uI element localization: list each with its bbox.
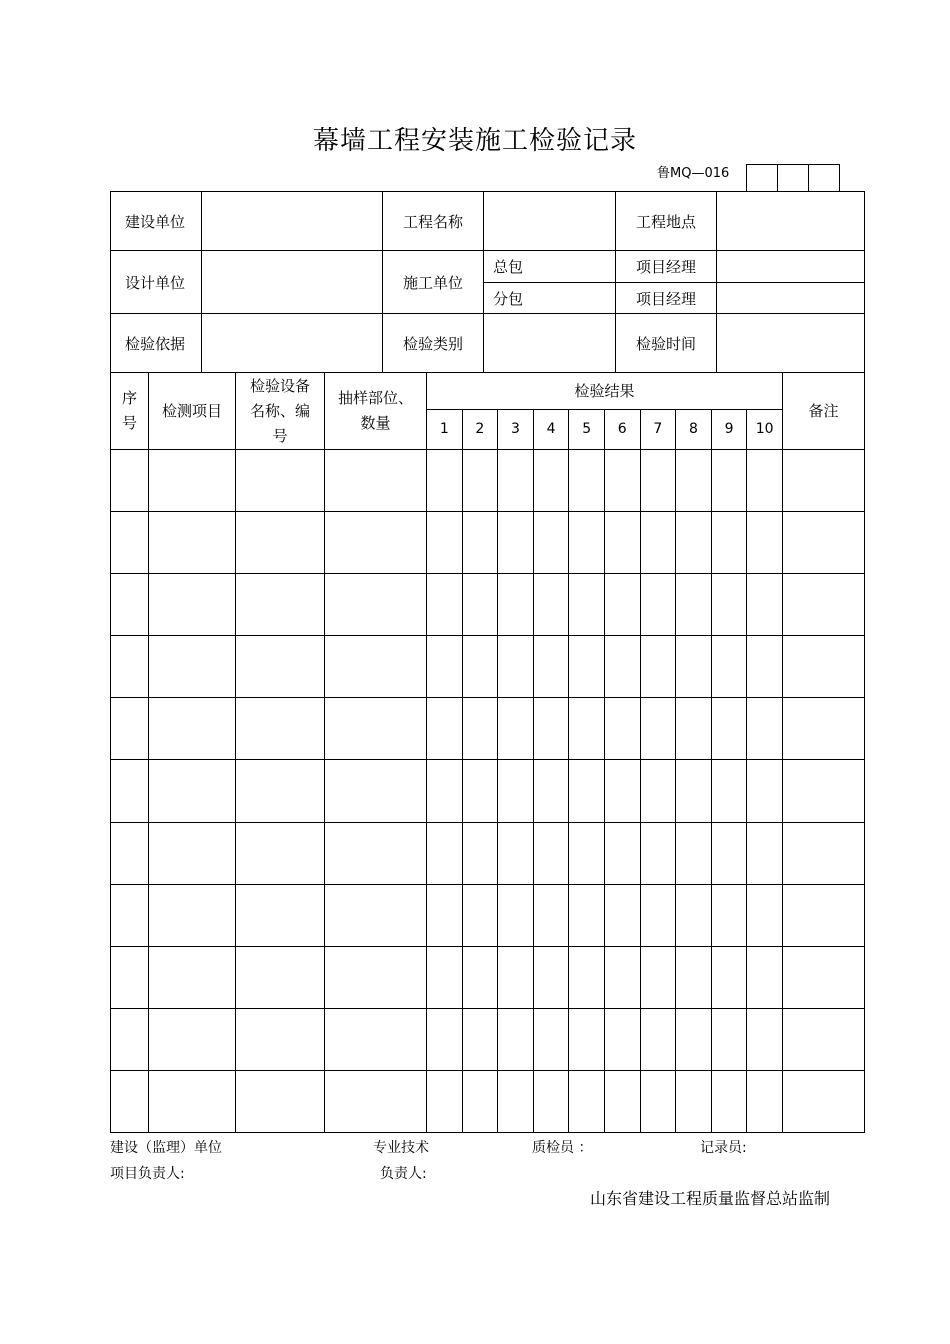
table-cell[interactable] — [498, 760, 534, 822]
table-cell[interactable] — [498, 884, 534, 946]
table-cell[interactable] — [111, 1070, 149, 1132]
table-cell[interactable] — [533, 946, 569, 1008]
table-cell[interactable] — [569, 1070, 605, 1132]
form-title: 幕墙工程安装施工检验记录 — [312, 126, 637, 156]
table-cell[interactable] — [711, 822, 747, 884]
table-cell[interactable] — [149, 512, 236, 574]
table-cell[interactable] — [640, 512, 676, 574]
table-cell[interactable] — [569, 946, 605, 1008]
table-cell[interactable] — [676, 822, 712, 884]
table-cell[interactable] — [604, 760, 640, 822]
table-cell[interactable] — [462, 698, 498, 760]
table-cell[interactable] — [747, 760, 783, 822]
table-cell[interactable] — [325, 512, 427, 574]
table-cell[interactable] — [640, 698, 676, 760]
table-row — [111, 512, 865, 574]
table-cell[interactable] — [604, 884, 640, 946]
table-cell[interactable] — [640, 636, 676, 698]
table-cell[interactable] — [676, 1008, 712, 1070]
field-inspection-time[interactable] — [717, 314, 865, 373]
table-cell[interactable] — [236, 760, 325, 822]
table-cell[interactable] — [783, 698, 865, 760]
result-number-header: 2 — [462, 410, 498, 450]
table-cell[interactable] — [149, 698, 236, 760]
form-number-boxes — [746, 164, 840, 191]
label-inspection-basis: 检验依据 — [111, 314, 202, 373]
table-cell[interactable] — [236, 512, 325, 574]
label-project-manager-2: 项目经理 — [616, 283, 717, 314]
form-code: 鲁MQ—016 — [657, 166, 730, 181]
table-cell[interactable] — [569, 450, 605, 512]
table-row — [111, 1008, 865, 1070]
table-cell[interactable] — [640, 1008, 676, 1070]
field-inspection-basis[interactable] — [202, 314, 383, 373]
table-cell[interactable] — [533, 574, 569, 636]
table-cell[interactable] — [149, 574, 236, 636]
table-cell[interactable] — [427, 636, 463, 698]
table-cell[interactable] — [325, 822, 427, 884]
header-sampling: 抽样部位、数量 — [325, 373, 427, 450]
table-cell[interactable] — [427, 512, 463, 574]
table-cell[interactable] — [747, 1008, 783, 1070]
table-cell[interactable] — [325, 450, 427, 512]
table-cell[interactable] — [676, 574, 712, 636]
label-project-manager-1: 项目经理 — [616, 251, 717, 283]
table-cell[interactable] — [462, 822, 498, 884]
header-equipment: 检验设备名称、编号 — [236, 373, 325, 450]
table-cell[interactable] — [711, 698, 747, 760]
table-cell[interactable] — [711, 512, 747, 574]
label-design-unit: 设计单位 — [111, 251, 202, 314]
table-cell[interactable] — [783, 450, 865, 512]
table-cell[interactable] — [783, 636, 865, 698]
table-cell[interactable] — [149, 1070, 236, 1132]
table-cell[interactable] — [111, 698, 149, 760]
table-cell[interactable] — [111, 822, 149, 884]
table-cell[interactable] — [149, 760, 236, 822]
table-cell[interactable] — [783, 574, 865, 636]
table-cell[interactable] — [149, 1008, 236, 1070]
label-project-location: 工程地点 — [616, 192, 717, 251]
table-cell[interactable] — [711, 636, 747, 698]
header-results: 检验结果 — [427, 373, 783, 410]
table-cell[interactable] — [236, 574, 325, 636]
project-info-table — [110, 191, 865, 373]
table-cell[interactable] — [640, 574, 676, 636]
table-cell[interactable] — [462, 636, 498, 698]
table-row — [111, 1070, 865, 1132]
table-cell[interactable] — [111, 946, 149, 1008]
table-cell[interactable] — [498, 822, 534, 884]
result-number-header: 4 — [533, 410, 569, 450]
table-cell[interactable] — [325, 574, 427, 636]
result-number-header: 1 — [427, 410, 463, 450]
table-row — [111, 698, 865, 760]
table-cell[interactable] — [462, 574, 498, 636]
table-cell[interactable] — [533, 884, 569, 946]
label-contractor-unit: 施工单位 — [383, 251, 484, 314]
table-cell[interactable] — [111, 760, 149, 822]
table-cell[interactable] — [498, 1070, 534, 1132]
table-cell[interactable] — [604, 946, 640, 1008]
table-cell[interactable] — [111, 574, 149, 636]
table-cell[interactable] — [149, 884, 236, 946]
table-cell[interactable] — [533, 450, 569, 512]
table-row — [111, 760, 865, 822]
table-cell[interactable] — [676, 450, 712, 512]
table-cell[interactable] — [149, 822, 236, 884]
table-cell[interactable] — [747, 450, 783, 512]
table-cell[interactable] — [747, 698, 783, 760]
table-cell[interactable] — [640, 884, 676, 946]
table-cell[interactable] — [325, 946, 427, 1008]
table-cell[interactable] — [498, 512, 534, 574]
header-item: 检测项目 — [149, 373, 236, 450]
table-cell[interactable] — [676, 946, 712, 1008]
inspection-results-table — [110, 372, 865, 1133]
table-cell[interactable] — [325, 698, 427, 760]
table-cell[interactable] — [325, 1070, 427, 1132]
table-cell[interactable] — [427, 946, 463, 1008]
table-cell[interactable] — [711, 1070, 747, 1132]
table-cell[interactable] — [498, 946, 534, 1008]
header-seq: 序号 — [111, 373, 149, 450]
table-cell[interactable] — [236, 884, 325, 946]
table-cell[interactable] — [427, 450, 463, 512]
table-row — [111, 450, 865, 512]
result-number-header: 3 — [498, 410, 534, 450]
table-cell[interactable] — [676, 884, 712, 946]
label-inspection-type: 检验类别 — [383, 314, 484, 373]
table-row — [111, 884, 865, 946]
table-cell[interactable] — [462, 512, 498, 574]
table-cell[interactable] — [111, 450, 149, 512]
table-cell[interactable] — [236, 822, 325, 884]
table-cell[interactable] — [427, 760, 463, 822]
table-cell[interactable] — [569, 884, 605, 946]
table-cell[interactable] — [427, 884, 463, 946]
table-cell[interactable] — [747, 636, 783, 698]
table-cell[interactable] — [640, 822, 676, 884]
table-cell[interactable] — [236, 450, 325, 512]
field-project-manager-1[interactable] — [717, 251, 865, 283]
table-cell[interactable] — [498, 450, 534, 512]
table-cell[interactable] — [604, 450, 640, 512]
table-cell[interactable] — [604, 1008, 640, 1070]
table-cell[interactable] — [711, 450, 747, 512]
table-cell[interactable] — [462, 1070, 498, 1132]
table-cell[interactable] — [569, 574, 605, 636]
table-cell[interactable] — [711, 760, 747, 822]
number-box[interactable] — [809, 165, 839, 191]
table-cell[interactable] — [604, 636, 640, 698]
table-cell[interactable] — [747, 946, 783, 1008]
result-number-header: 9 — [711, 410, 747, 450]
table-cell[interactable] — [325, 636, 427, 698]
table-cell[interactable] — [498, 574, 534, 636]
table-cell[interactable] — [747, 574, 783, 636]
result-number-header: 10 — [747, 410, 783, 450]
table-cell[interactable] — [711, 946, 747, 1008]
table-cell[interactable] — [533, 512, 569, 574]
table-cell[interactable] — [676, 698, 712, 760]
header-remarks: 备注 — [783, 373, 865, 450]
table-cell[interactable] — [640, 760, 676, 822]
table-cell[interactable] — [569, 698, 605, 760]
footer-supervision-unit: 建设（监理）单位 — [110, 1140, 222, 1156]
table-cell[interactable] — [236, 698, 325, 760]
table-cell[interactable] — [427, 822, 463, 884]
field-project-manager-2[interactable] — [717, 283, 865, 314]
label-construction-unit: 建设单位 — [111, 192, 202, 251]
table-cell[interactable] — [462, 946, 498, 1008]
number-box[interactable] — [747, 165, 778, 191]
table-row — [111, 822, 865, 884]
result-number-header: 8 — [676, 410, 712, 450]
footer-tech-leader-2: 负责人: — [380, 1166, 427, 1182]
table-cell[interactable] — [783, 884, 865, 946]
table-cell[interactable] — [747, 1070, 783, 1132]
table-cell[interactable] — [236, 1070, 325, 1132]
table-cell[interactable] — [325, 884, 427, 946]
table-cell[interactable] — [640, 450, 676, 512]
footer-project-leader: 项目负责人: — [110, 1166, 185, 1182]
label-sub-contract[interactable]: 分包 — [484, 283, 616, 314]
table-cell[interactable] — [569, 822, 605, 884]
table-cell[interactable] — [676, 760, 712, 822]
table-cell[interactable] — [498, 698, 534, 760]
table-cell[interactable] — [783, 946, 865, 1008]
table-cell[interactable] — [640, 946, 676, 1008]
footer-tech-leader: 专业技术 — [373, 1140, 429, 1156]
table-cell[interactable] — [427, 698, 463, 760]
table-cell[interactable] — [236, 636, 325, 698]
table-cell[interactable] — [111, 884, 149, 946]
table-cell[interactable] — [783, 760, 865, 822]
table-cell[interactable] — [783, 1008, 865, 1070]
table-cell[interactable] — [533, 822, 569, 884]
table-cell[interactable] — [427, 1008, 463, 1070]
table-cell[interactable] — [325, 760, 427, 822]
table-cell[interactable] — [533, 1070, 569, 1132]
label-project-name: 工程名称 — [383, 192, 484, 251]
field-inspection-type[interactable] — [484, 314, 616, 373]
table-cell[interactable] — [711, 574, 747, 636]
table-cell[interactable] — [747, 822, 783, 884]
table-cell[interactable] — [498, 1008, 534, 1070]
field-project-location[interactable] — [717, 192, 865, 251]
table-cell[interactable] — [569, 760, 605, 822]
table-cell[interactable] — [604, 574, 640, 636]
table-cell[interactable] — [604, 1070, 640, 1132]
table-cell[interactable] — [462, 1008, 498, 1070]
table-cell[interactable] — [604, 698, 640, 760]
table-cell[interactable] — [604, 822, 640, 884]
table-cell[interactable] — [427, 574, 463, 636]
field-construction-unit[interactable] — [202, 192, 383, 251]
table-cell[interactable] — [783, 512, 865, 574]
result-number-header: 5 — [569, 410, 605, 450]
table-cell[interactable] — [747, 884, 783, 946]
table-cell[interactable] — [783, 822, 865, 884]
table-cell[interactable] — [569, 512, 605, 574]
result-number-header: 6 — [604, 410, 640, 450]
issuer-text: 山东省建设工程质量监督总站监制 — [590, 1189, 831, 1208]
table-cell[interactable] — [236, 946, 325, 1008]
table-cell[interactable] — [569, 1008, 605, 1070]
table-cell[interactable] — [149, 450, 236, 512]
table-cell[interactable] — [676, 636, 712, 698]
table-cell[interactable] — [427, 1070, 463, 1132]
table-cell[interactable] — [640, 1070, 676, 1132]
table-cell[interactable] — [325, 1008, 427, 1070]
table-cell[interactable] — [711, 884, 747, 946]
table-cell[interactable] — [149, 636, 236, 698]
table-cell[interactable] — [498, 636, 534, 698]
footer-recorder: 记录员: — [700, 1140, 747, 1156]
table-cell[interactable] — [604, 512, 640, 574]
number-box[interactable] — [778, 165, 809, 191]
table-cell[interactable] — [676, 512, 712, 574]
table-cell[interactable] — [149, 946, 236, 1008]
table-cell[interactable] — [111, 636, 149, 698]
table-cell[interactable] — [462, 884, 498, 946]
table-cell[interactable] — [711, 1008, 747, 1070]
table-row — [111, 946, 865, 1008]
table-cell[interactable] — [533, 760, 569, 822]
table-cell[interactable] — [111, 1008, 149, 1070]
table-cell[interactable] — [462, 450, 498, 512]
table-cell[interactable] — [533, 698, 569, 760]
table-cell[interactable] — [783, 1070, 865, 1132]
label-general-contract[interactable]: 总包 — [484, 251, 616, 283]
table-cell[interactable] — [676, 1070, 712, 1132]
footer-quality-inspector: 质检员 ： — [532, 1140, 593, 1156]
table-cell[interactable] — [569, 636, 605, 698]
table-cell[interactable] — [533, 636, 569, 698]
table-cell[interactable] — [533, 1008, 569, 1070]
label-inspection-time: 检验时间 — [616, 314, 717, 373]
table-cell[interactable] — [747, 512, 783, 574]
result-number-header: 7 — [640, 410, 676, 450]
table-cell[interactable] — [236, 1008, 325, 1070]
table-row — [111, 636, 865, 698]
field-design-unit[interactable] — [202, 251, 383, 314]
table-cell[interactable] — [462, 760, 498, 822]
table-row — [111, 574, 865, 636]
table-cell[interactable] — [111, 512, 149, 574]
field-project-name[interactable] — [484, 192, 616, 251]
